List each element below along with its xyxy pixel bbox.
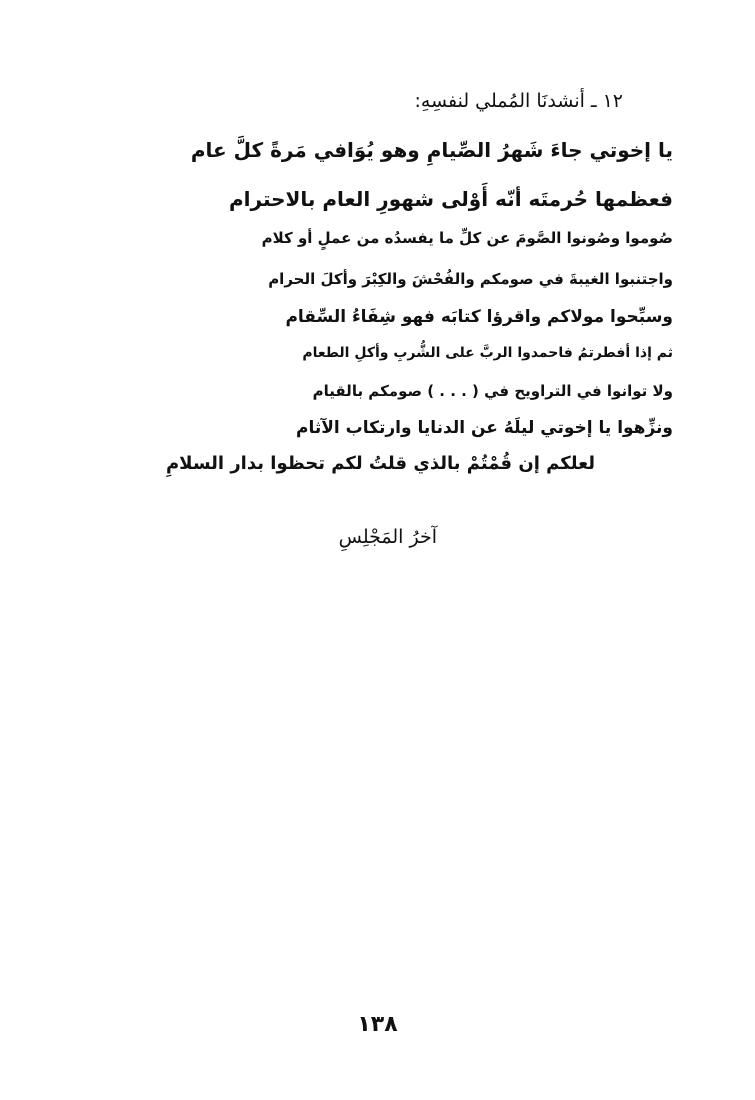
poem-line: واجتنبوا الغيبةَ في صومكم والفُحْشَ والكِبْرَ وأكلَ الحرام [268, 270, 673, 288]
poem-line: ونزِّهوا يا إخوتي ليلَهُ عن الدنايا وارتكاب الآثام [296, 418, 673, 438]
poem-line: وسبِّحوا مولاكم واقرؤا كتابَه فهو شِفَاءُ السِّقام [285, 307, 673, 327]
poem-line: ثم إذا أفطرتمُ فاحمدوا الربَّ على الشُّربِ وأكلِ الطعام [302, 345, 673, 361]
poem-line: لعلكم إن قُمْتُمْ بالذي قلتُ لكم تحظوا بدار السلامِ [165, 453, 595, 474]
poem-line: فعظمها حُرمتَه أنّه أَوْلى شهورِ العام بالاحترام [228, 187, 673, 211]
page-number: ١٣٨ [357, 1012, 398, 1037]
session-end-label: آخرُ المَجْلِسِ [338, 526, 437, 548]
poem-line: ولا توانوا في التراويح في ( . . . ) صومكم بالقيام [312, 382, 673, 400]
poem-heading: ١٢ ـ أنشدنَا المُملي لنفسِهِ: [414, 90, 623, 112]
poem-line: يا إخوتي جاءَ شَهرُ الصِّيامِ وهو يُوَافي مَرةً كلَّ عام [190, 138, 673, 162]
poem-line: صُوموا وصُونوا الصَّومَ عن كلِّ ما يفسدُه من عملٍ أو كلام [261, 229, 673, 247]
